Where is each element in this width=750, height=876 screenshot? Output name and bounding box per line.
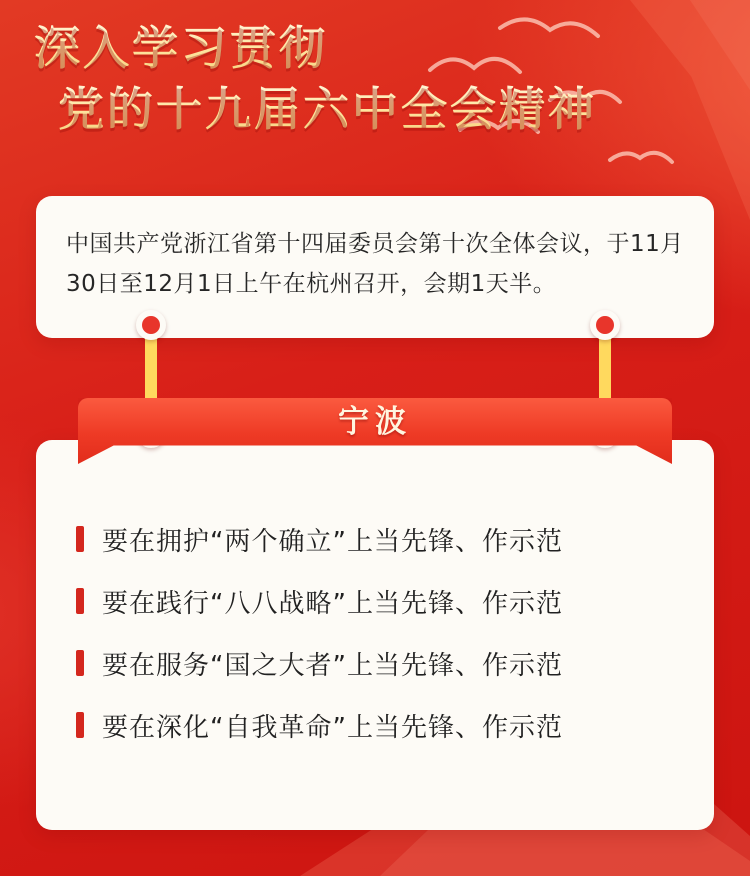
list-item (76, 632, 674, 694)
list-item-label: 要在服务“国之大者”上当先锋、作示范 (102, 650, 563, 681)
bullet-marker-icon (76, 650, 84, 676)
bullet-marker-icon (76, 588, 84, 614)
poster-title (34, 18, 674, 139)
list-item-label: 要在践行“八八战略”上当先锋、作示范 (102, 588, 563, 619)
list-item (76, 570, 674, 632)
connector-dot-top-right (590, 310, 620, 340)
points-list (76, 508, 674, 756)
list-item-label: 要在深化“自我革命”上当先锋、作示范 (102, 712, 563, 743)
list-item (76, 508, 674, 570)
bullet-marker-icon (76, 712, 84, 738)
title-line-1: 深入学习贯彻 (34, 18, 674, 79)
section-ribbon (78, 398, 672, 464)
list-item-label: 要在拥护“两个确立”上当先锋、作示范 (102, 526, 563, 557)
connector-dot-top-left (136, 310, 166, 340)
bullet-marker-icon (76, 526, 84, 552)
title-line-2: 党的十九届六中全会精神 (58, 79, 674, 140)
ribbon-label: 宁波 (338, 404, 412, 440)
list-item (76, 694, 674, 756)
points-card (36, 440, 714, 830)
summary-paragraph: 中国共产党浙江省第十四届委员会第十次全体会议，于11月30日至12月1日上午在杭州召开，会期1天半。 (66, 231, 684, 298)
